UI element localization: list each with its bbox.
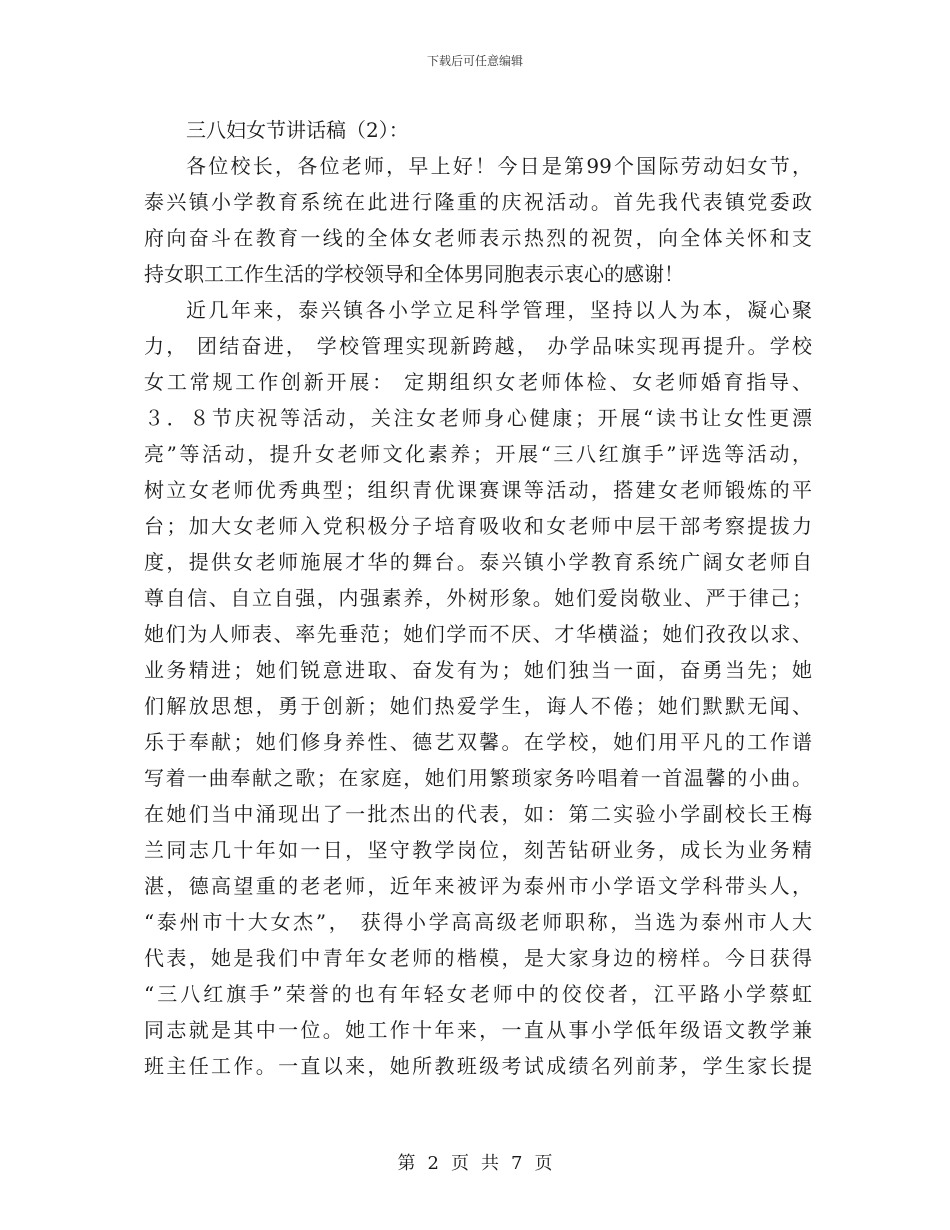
text-line: 亮”等活动，提升女老师文化素养；开展“三八红旗手”评选等活动，: [144, 442, 812, 466]
text-line: 持女职工工作生活的学校领导和全体男同胞表示衷心的感谢！: [144, 262, 684, 286]
text-line: 力， 团结奋进， 学校管理实现新跨越， 办学品味实现再提升。学校: [144, 334, 812, 358]
text-line: 府向奋斗在教育一线的全体女老师表示热烈的祝贺，向全体关怀和支: [144, 226, 812, 250]
text-line: 业务精进；她们锐意进取、奋发有为；她们独当一面，奋勇当先；她: [144, 658, 812, 682]
text-line: 在她们当中涌现出了一批杰出的代表，如：第二实验小学副校长王梅: [144, 802, 812, 826]
page-footer-total-label: 共: [481, 1153, 499, 1174]
text-line: 们解放思想，勇于创新；她们热爱学生，诲人不倦；她们默默无闻、: [144, 694, 812, 718]
document-body: [144, 112, 812, 1084]
page-total: 7: [511, 1153, 523, 1174]
text-line: “泰州市十大女杰”， 获得小学高高级老师职称，当选为泰州市人大: [144, 910, 812, 934]
text-line: ３．８节庆祝等活动，关注女老师身心健康；开展“读书让女性更漂: [144, 406, 812, 430]
page-header-note: 下载后可任意编辑: [426, 54, 523, 68]
text-line: 班主任工作。一直以来，她所教班级考试成绩名列前茅，学生家长提: [144, 1054, 812, 1078]
text-line: 泰兴镇小学教育系统在此进行隆重的庆祝活动。首先我代表镇党委政: [144, 190, 812, 214]
page-footer-prefix: 第: [397, 1153, 416, 1174]
text-line: 台；加大女老师入党积极分子培育吸收和女老师中层干部考察提拔力: [144, 514, 812, 538]
text-line: 写着一曲奉献之歌；在家庭，她们用繁琐家务吟唱着一首温馨的小曲。: [144, 766, 812, 790]
text-line: 湛，德高望重的老老师，近年来被评为泰州市小学语文学科带头人，: [144, 874, 812, 898]
text-line: 近几年来，泰兴镇各小学立足科学管理，坚持以人为本，凝心聚: [186, 298, 812, 322]
page-footer-suffix: 页: [534, 1153, 553, 1174]
text-line: 女工常规工作创新开展： 定期组织女老师体检、女老师婚育指导、: [144, 370, 812, 394]
text-line: “三八红旗手”荣誉的也有年轻女老师中的佼佼者，江平路小学蔡虹: [144, 982, 812, 1006]
text-line: 度，提供女老师施展才华的舞台。泰兴镇小学教育系统广阔女老师自: [144, 550, 812, 574]
text-line: 尊自信、自立自强，内强素养，外树形象。她们爱岗敬业、严于律己；: [144, 586, 812, 610]
page-footer-middle: 页: [451, 1153, 469, 1174]
text-line: 各位校长，各位老师，早上好！今日是第99个国际劳动妇女节，: [186, 154, 812, 178]
page-number: 2: [427, 1153, 439, 1174]
page-footer: [0, 1152, 950, 1176]
text-line: 同志就是其中一位。她工作十年来，一直从事小学低年级语文教学兼: [144, 1018, 812, 1042]
text-line: 树立女老师优秀典型；组织青优课赛课等活动，搭建女老师锻炼的平: [144, 478, 812, 502]
text-line: 代表，她是我们中青年女老师的楷模，是大家身边的榜样。今日获得: [144, 946, 812, 970]
text-line: 她们为人师表、率先垂范；她们学而不厌、才华横溢；她们孜孜以求、: [144, 622, 812, 646]
text-line: 乐于奉献；她们修身养性、德艺双馨。在学校，她们用平凡的工作谱: [144, 730, 812, 754]
speech-title-line: 三八妇女节讲话稿（2）：: [186, 118, 409, 142]
text-line: 兰同志几十年如一日，坚守教学岗位，刻苦钻研业务，成长为业务精: [144, 838, 812, 862]
